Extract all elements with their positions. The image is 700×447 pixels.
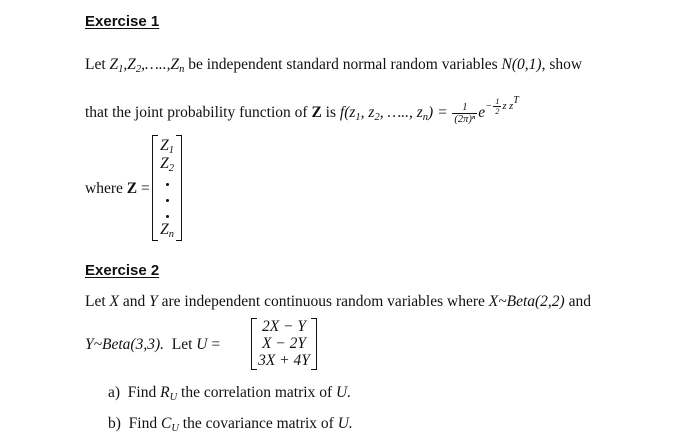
text-is: is xyxy=(325,104,336,121)
u-row-3: 3X + 4Y xyxy=(258,352,310,369)
text-where: where xyxy=(85,180,123,197)
item-b: b) Find $C_U$ the covariance matrix of U. xyxy=(108,415,353,434)
item-a: a) Find $R_U$ the correlation matrix of U. xyxy=(108,384,352,403)
normal-dist: N(0,1) xyxy=(501,56,542,73)
exercise-2-line-2: Y~Beta(3,3). Let U = xyxy=(85,336,221,353)
x-distribution: X~Beta(2,2) xyxy=(488,293,565,310)
exercise-1-line-2 xyxy=(85,91,519,128)
pdf-formula: $f(z_1$, $z_2$, ….., $z_n$) = $\frac{1}{\text{(2π)ⁿ}}$ e− $\frac{1}{2}$ z zT xyxy=(340,104,519,121)
exercise-1-title: Exercise 1 xyxy=(85,13,160,30)
vector-entry-2: $Z_2$ xyxy=(160,155,174,174)
bold-z: Z xyxy=(311,104,322,121)
exercise-2-line-1: Let X and Y are independent continuous random variables where X~Beta(2,2) and xyxy=(85,293,591,310)
u-row-2: X − 2Y xyxy=(261,335,307,352)
vector-entry-n: $Z_n$ xyxy=(160,221,174,240)
text-show: , show xyxy=(541,56,583,73)
vector-dot-3 xyxy=(166,215,169,218)
exercise-1-line-1 xyxy=(85,55,582,80)
exponent: − $\frac{1}{2}$ z zT xyxy=(485,95,519,117)
z-column-vector xyxy=(152,135,182,241)
vector-dot-2 xyxy=(166,199,169,202)
exercise-2-title: Exercise 2 xyxy=(85,262,160,279)
bold-z-where: Z xyxy=(126,180,138,197)
vector-entry-1: $Z_1$ xyxy=(160,137,174,156)
vector-dot-1 xyxy=(166,183,169,186)
normalizing-fraction: $\frac{1}{\text{(2π)ⁿ}}$ xyxy=(454,101,476,125)
math-z-list: $Z_1,Z_2,\dots..,Z_n$ xyxy=(109,56,185,75)
where-z-label: where Z = xyxy=(85,180,150,197)
y-distribution: Y~Beta(3,3). xyxy=(85,336,164,353)
u-row-1: 2X − Y xyxy=(261,318,307,335)
text-joint: that the joint probability function of xyxy=(85,104,308,121)
text-let: Let xyxy=(85,56,106,73)
text-iid: be independent standard normal random variables xyxy=(188,56,498,73)
u-matrix xyxy=(251,318,317,370)
